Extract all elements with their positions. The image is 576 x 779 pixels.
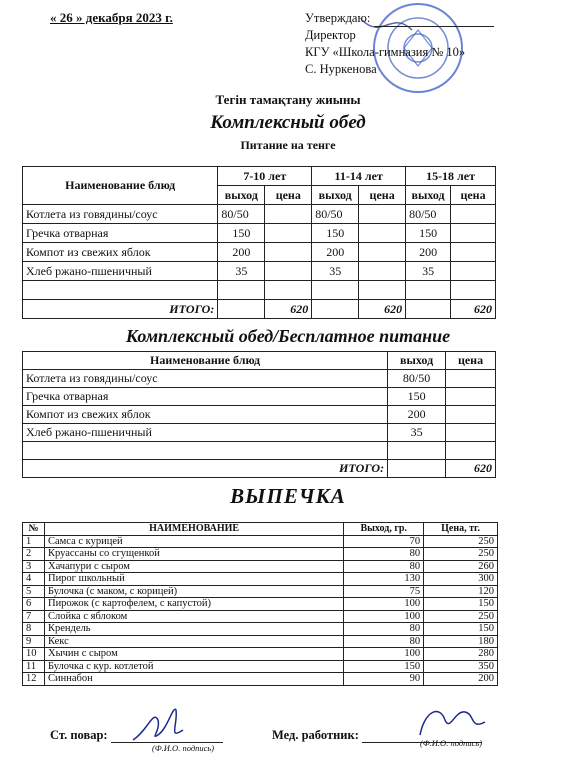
cell-price: 200	[424, 673, 498, 686]
cell-price: 250	[424, 548, 498, 561]
cell-name: Кекс	[44, 635, 343, 648]
col-out-header: выход	[388, 352, 446, 370]
col-name-header: Наименование блюд	[23, 352, 388, 370]
cell-no: 5	[23, 585, 45, 598]
cell-out: 100	[344, 598, 424, 611]
approval-line-1: Утверждаю:	[305, 11, 371, 25]
cell-no: 8	[23, 623, 45, 636]
sub-header-out: выход	[312, 186, 359, 205]
bakery-table	[22, 522, 498, 686]
cell-name: Крендель	[44, 623, 343, 636]
age-group-header: 11-14 лет	[312, 167, 406, 186]
cook-signature-icon	[128, 700, 198, 748]
cell-price: 120	[424, 585, 498, 598]
col-price-header: цена	[446, 352, 496, 370]
cell-price: 300	[424, 573, 498, 586]
cell-out: 80	[344, 623, 424, 636]
cell-out: 75	[344, 585, 424, 598]
cell-name: Булочка с кур. котлетой	[44, 660, 343, 673]
approval-line-3: КГУ «Школа-гимназия № 10»	[305, 45, 466, 59]
table-row: Котлета из говядины/соус 80/50	[23, 370, 496, 388]
cell-name: Синнабон	[44, 673, 343, 686]
cell-name: Пирожок (с картофелем, с капустой)	[44, 598, 343, 611]
main-menu-table	[22, 166, 496, 319]
table-row	[23, 660, 498, 673]
age-group-header: 15-18 лет	[406, 167, 496, 186]
medic-signature-icon	[415, 700, 495, 742]
cell-out: 100	[344, 648, 424, 661]
sub-header-price: цена	[359, 186, 406, 205]
title-kz: Тегін тамақтану жиыны	[215, 92, 361, 107]
free-meal-title: Комплексный обед/Бесплатное питание	[125, 326, 451, 346]
cell-out: 150	[344, 660, 424, 673]
cell-no: 10	[23, 648, 45, 661]
cook-label: Ст. повар:	[50, 728, 108, 742]
cell-out: 80	[344, 560, 424, 573]
total-value: 620	[446, 460, 496, 478]
sub-header-price: цена	[265, 186, 312, 205]
age-group-header: 7-10 лет	[218, 167, 312, 186]
table-row	[23, 635, 498, 648]
approval-line-2: Директор	[305, 28, 356, 42]
medic-label: Мед. работник:	[272, 728, 359, 742]
table-row: Хлеб ржано-пшеничный 35	[23, 424, 496, 442]
subtitle: Питание на тенге	[240, 138, 336, 152]
cell-price: 250	[424, 610, 498, 623]
cell-name: Слойка с яблоком	[44, 610, 343, 623]
table-row	[23, 585, 498, 598]
table-row	[23, 548, 498, 561]
cook-sub: (Ф.И.О. подпись)	[152, 743, 215, 753]
cell-price: 150	[424, 623, 498, 636]
table-row: Хлеб ржано-пшеничный 35 35 35	[23, 262, 496, 281]
total-label: ИТОГО:	[23, 460, 388, 478]
sub-header-price: цена	[451, 186, 496, 205]
cell-name: Круассаны со сгущенкой	[44, 548, 343, 561]
title-main: Комплексный обед	[210, 112, 366, 133]
table-row	[23, 573, 498, 586]
cell-price: 260	[424, 560, 498, 573]
cell-name: Пирог школьный	[44, 573, 343, 586]
medic-sub: (Ф.И.О. подпись)	[420, 738, 483, 748]
table-row	[23, 610, 498, 623]
table-row	[23, 535, 498, 548]
sub-header-out: выход	[218, 186, 265, 205]
cell-price: 250	[424, 535, 498, 548]
table-row	[23, 648, 498, 661]
col-no-header: №	[23, 523, 45, 536]
cell-out: 130	[344, 573, 424, 586]
cell-no: 4	[23, 573, 45, 586]
cell-out: 80	[344, 548, 424, 561]
cell-name: Хачапури с сыром	[44, 560, 343, 573]
document-date: « 26 » декабря 2023 г.	[50, 10, 173, 25]
cell-no: 7	[23, 610, 45, 623]
table-row: Компот из свежих яблок 200	[23, 406, 496, 424]
table-row: Компот из свежих яблок 200 200 200	[23, 243, 496, 262]
bakery-title: ВЫПЕЧКА	[230, 484, 346, 508]
col-name-header: НАИМЕНОВАНИЕ	[44, 523, 343, 536]
cell-no: 2	[23, 548, 45, 561]
table-row-empty	[23, 281, 496, 300]
cell-no: 6	[23, 598, 45, 611]
cell-out: 70	[344, 535, 424, 548]
table-row: Гречка отварная 150	[23, 388, 496, 406]
cell-name: Хычин с сыром	[44, 648, 343, 661]
cell-no: 12	[23, 673, 45, 686]
table-row: Котлета из говядины/соус 80/50 80/50 80/50	[23, 205, 496, 224]
cell-out: 100	[344, 610, 424, 623]
cell-name: Самса с курицей	[44, 535, 343, 548]
cell-no: 1	[23, 535, 45, 548]
table-row	[23, 560, 498, 573]
cell-name: Булочка (с маком, с корицей)	[44, 585, 343, 598]
table-row	[23, 623, 498, 636]
cell-out: 80	[344, 635, 424, 648]
cell-price: 280	[424, 648, 498, 661]
table-row: Гречка отварная 150 150 150	[23, 224, 496, 243]
cell-no: 11	[23, 660, 45, 673]
sub-header-out: выход	[406, 186, 451, 205]
approval-line-4: С. Нуркенова	[305, 62, 377, 76]
table-row-empty	[23, 442, 496, 460]
col-out-header: Выход, гр.	[344, 523, 424, 536]
col-price-header: Цена, тг.	[424, 523, 498, 536]
cell-price: 150	[424, 598, 498, 611]
total-row: ИТОГО: 620 620 620	[23, 300, 496, 319]
approval-block	[305, 10, 494, 78]
total-label: ИТОГО:	[23, 300, 218, 319]
table-row	[23, 598, 498, 611]
total-row	[23, 460, 496, 478]
cell-price: 350	[424, 660, 498, 673]
col-name-header: Наименование блюд	[23, 167, 218, 205]
free-meal-table	[22, 351, 496, 478]
table-row	[23, 673, 498, 686]
cell-no: 3	[23, 560, 45, 573]
cell-price: 180	[424, 635, 498, 648]
cell-out: 90	[344, 673, 424, 686]
cell-no: 9	[23, 635, 45, 648]
